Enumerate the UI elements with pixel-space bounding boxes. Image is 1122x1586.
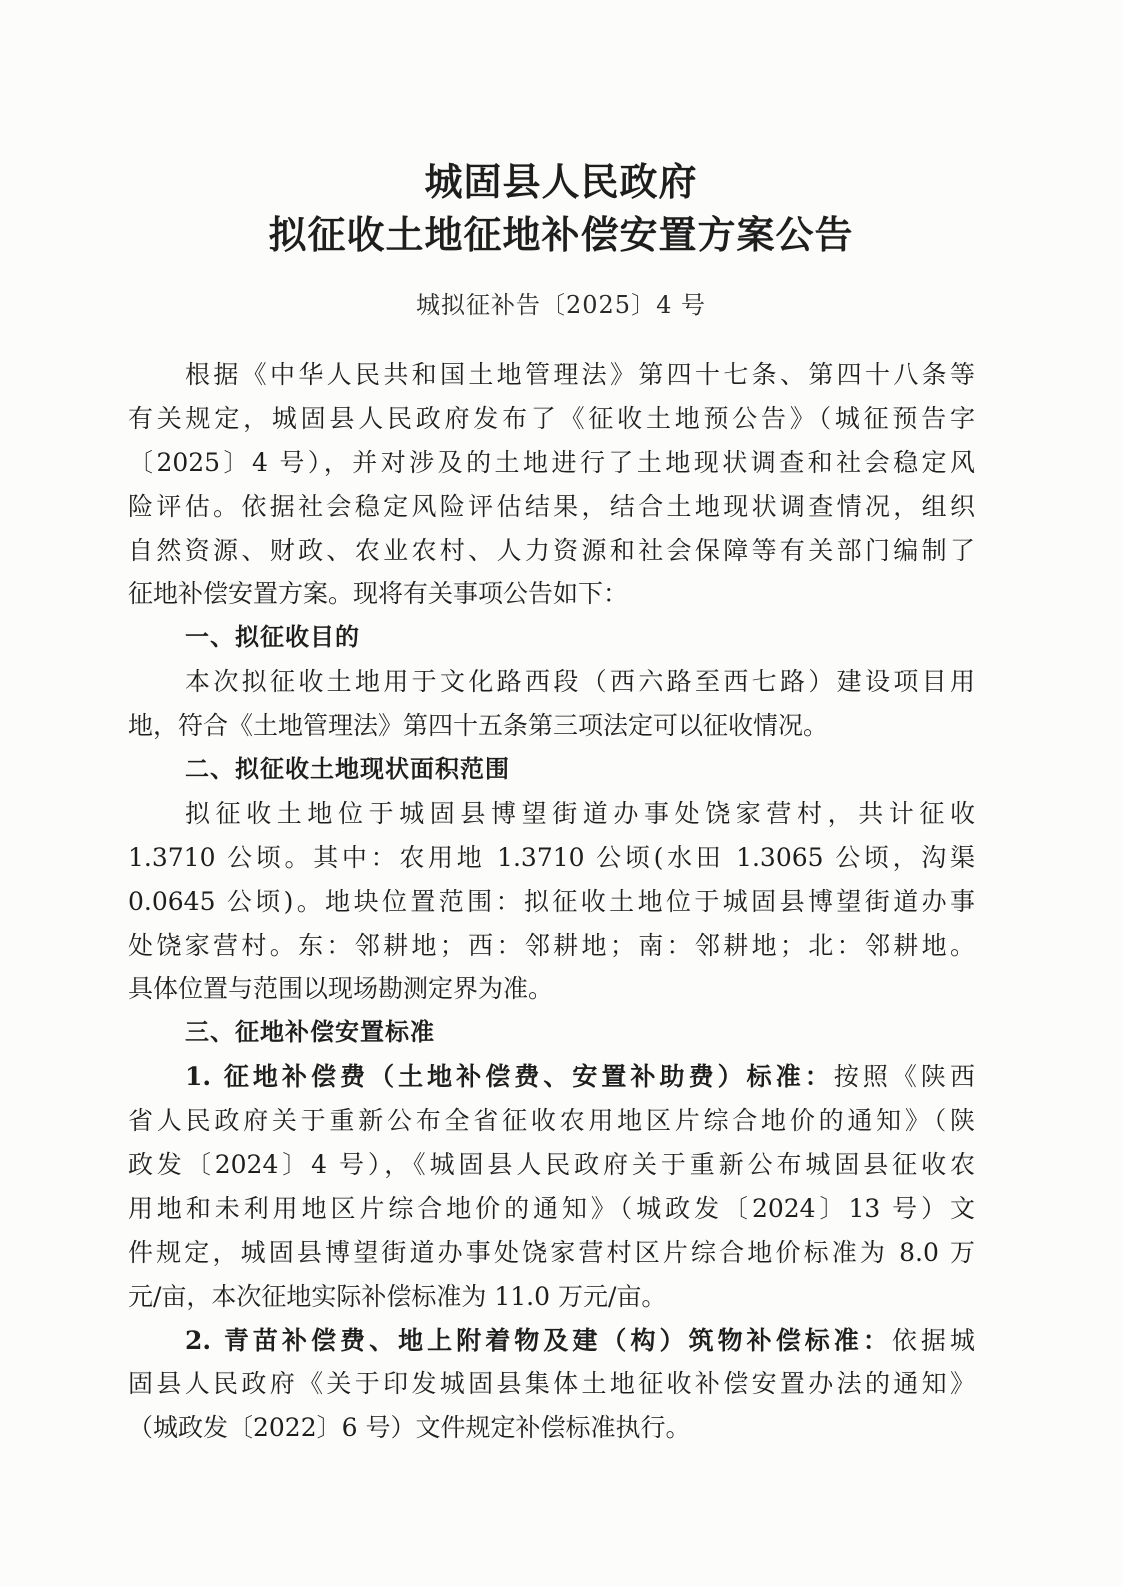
section-1-line: 地，符合《土地管理法》第四十五条第三项法定可以征收情况。 [128, 711, 829, 741]
item-2-line: 固县人民政府《关于印发城固县集体土地征收补偿安置办法的通知》 [128, 1369, 975, 1399]
section-2-line: 处饶家营村。东：邻耕地；西：邻耕地；南：邻耕地；北：邻耕地。 [128, 930, 975, 960]
intro-line: 根据《中华人民共和国土地管理法》第四十七条、第四十八条等 [185, 360, 975, 389]
section-2-line: 拟征收土地位于城固县博望街道办事处饶家营村，共计征收 [185, 798, 975, 828]
item-1-line: 省人民政府关于重新公布全省征收农用地区片综合地价的通知》（陕 [128, 1106, 975, 1136]
item-1-line: 用地和未利用地区片综合地价的通知》（城政发〔2024〕13 号）文 [128, 1193, 975, 1223]
section-1-heading: 一、拟征收目的 [185, 623, 360, 652]
item-2-first-line [128, 1319, 975, 1363]
intro-line: 〔2025〕4 号），并对涉及的土地进行了土地现状调查和社会稳定风 [128, 447, 975, 477]
intro-line: 自然资源、财政、农业农村、人力资源和社会保障等有关部门编制了 [128, 535, 975, 565]
item-1-line: 政发〔2024〕4 号），《城固县人民政府关于重新公布城固县征收农 [128, 1150, 975, 1180]
item-1-text: 按照《陕西 [833, 1062, 975, 1092]
title-line-2: 拟征收土地征地补偿安置方案公告 [268, 212, 854, 257]
section-1-line: 本次拟征收土地用于文化路西段（西六路至西七路）建设项目用 [185, 667, 975, 697]
document-body [128, 353, 975, 1450]
intro-line: 有关规定，城固县人民政府发布了《征收土地预公告》（城征预告字 [128, 403, 975, 433]
item-1-line: 件规定，城固县博望街道办事处饶家营村区片综合地价标准为 8.0 万 [128, 1237, 975, 1267]
document-number: 城拟征补告〔2025〕4 号 [416, 291, 706, 319]
item-1-line: 元/亩，本次征地实际补偿标准为 11.0 万元/亩。 [128, 1281, 667, 1311]
intro-line: 征地补偿安置方案。现将有关事项公告如下： [128, 579, 629, 609]
intro-line: 险评估。依据社会稳定风险评估结果，结合土地现状调查情况，组织 [128, 491, 975, 521]
item-2-bold-lead: 2. 青苗补偿费、地上附着物及建（构）筑物补偿标准： [185, 1325, 892, 1355]
section-3-heading: 三、征地补偿安置标准 [185, 1018, 435, 1047]
item-2-line: （城政发〔2022〕6 号）文件规定补偿标准执行。 [128, 1413, 691, 1443]
item-2-text: 依据城 [891, 1325, 975, 1355]
section-2-line: 0.0645 公顷)。地块位置范围：拟征收土地位于城固县博望街道办事 [128, 886, 975, 916]
section-2-line: 1.3710 公顷。其中：农用地 1.3710 公顷(水田 1.3065 公顷，沟渠 [128, 842, 975, 872]
item-1-first-line [128, 1055, 975, 1099]
item-1-bold-lead: 1. 征地补偿费（土地补偿费、安置补助费）标准： [185, 1062, 834, 1092]
title-line-1: 城固县人民政府 [424, 159, 698, 204]
section-2-heading: 二、拟征收土地现状面积范围 [185, 755, 510, 784]
section-2-line: 具体位置与范围以现场勘测定界为准。 [128, 974, 554, 1004]
